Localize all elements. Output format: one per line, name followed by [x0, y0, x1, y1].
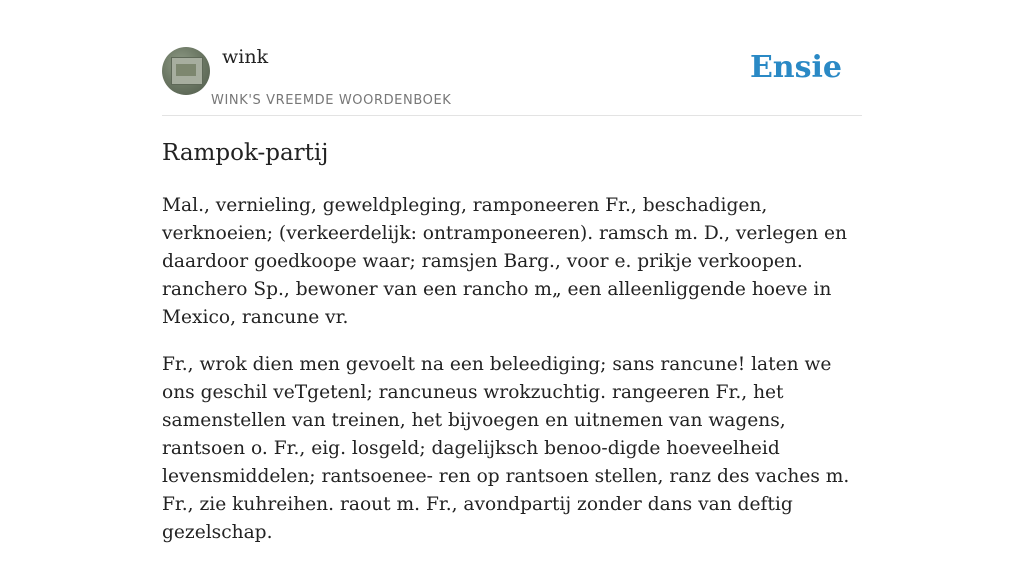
author-avatar[interactable]	[162, 47, 210, 95]
ensie-logo[interactable]: Ensie	[749, 50, 842, 85]
avatar-image	[171, 57, 203, 85]
source-name[interactable]: WINK'S VREEMDE WOORDENBOEK	[211, 93, 452, 108]
entry-content	[162, 192, 862, 566]
entry-paragraph-1: Mal., vernieling, geweldpleging, ramponeeren Fr., beschadigen, verknoeien; (verkeerdelijk: ontramponeeren). ramsch m. D., verlegen en daardoor goedkoope waar; ramsjen Barg., voor e. prikje verkoopen. ranchero Sp., bewoner van een rancho m„ een alleenliggende hoeve in Mexico, rancune vr.	[162, 195, 848, 328]
entry-page	[162, 0, 862, 543]
entry-paragraph-2: Fr., wrok dien men gevoelt na een beleediging; sans rancune! laten we ons geschil veTgetenl; rancuneus wrokzuchtig. rangeeren Fr., het samenstellen van treinen, het bijvoegen en uitnemen van wagens, rantsoen o. Fr., eig. losgeld; dagelijksch benoo-digde hoeveelheid levensmiddelen; rantsoenee- ren op rantsoen stellen, ranz des vaches m. Fr., zie kuhreihen. raout m. Fr., avondpartij zonder dans van deftig gezelschap.	[162, 354, 850, 543]
author-name[interactable]: wink	[222, 46, 269, 68]
entry-title: Rampok-partij	[162, 140, 329, 166]
entry-header	[162, 0, 862, 116]
